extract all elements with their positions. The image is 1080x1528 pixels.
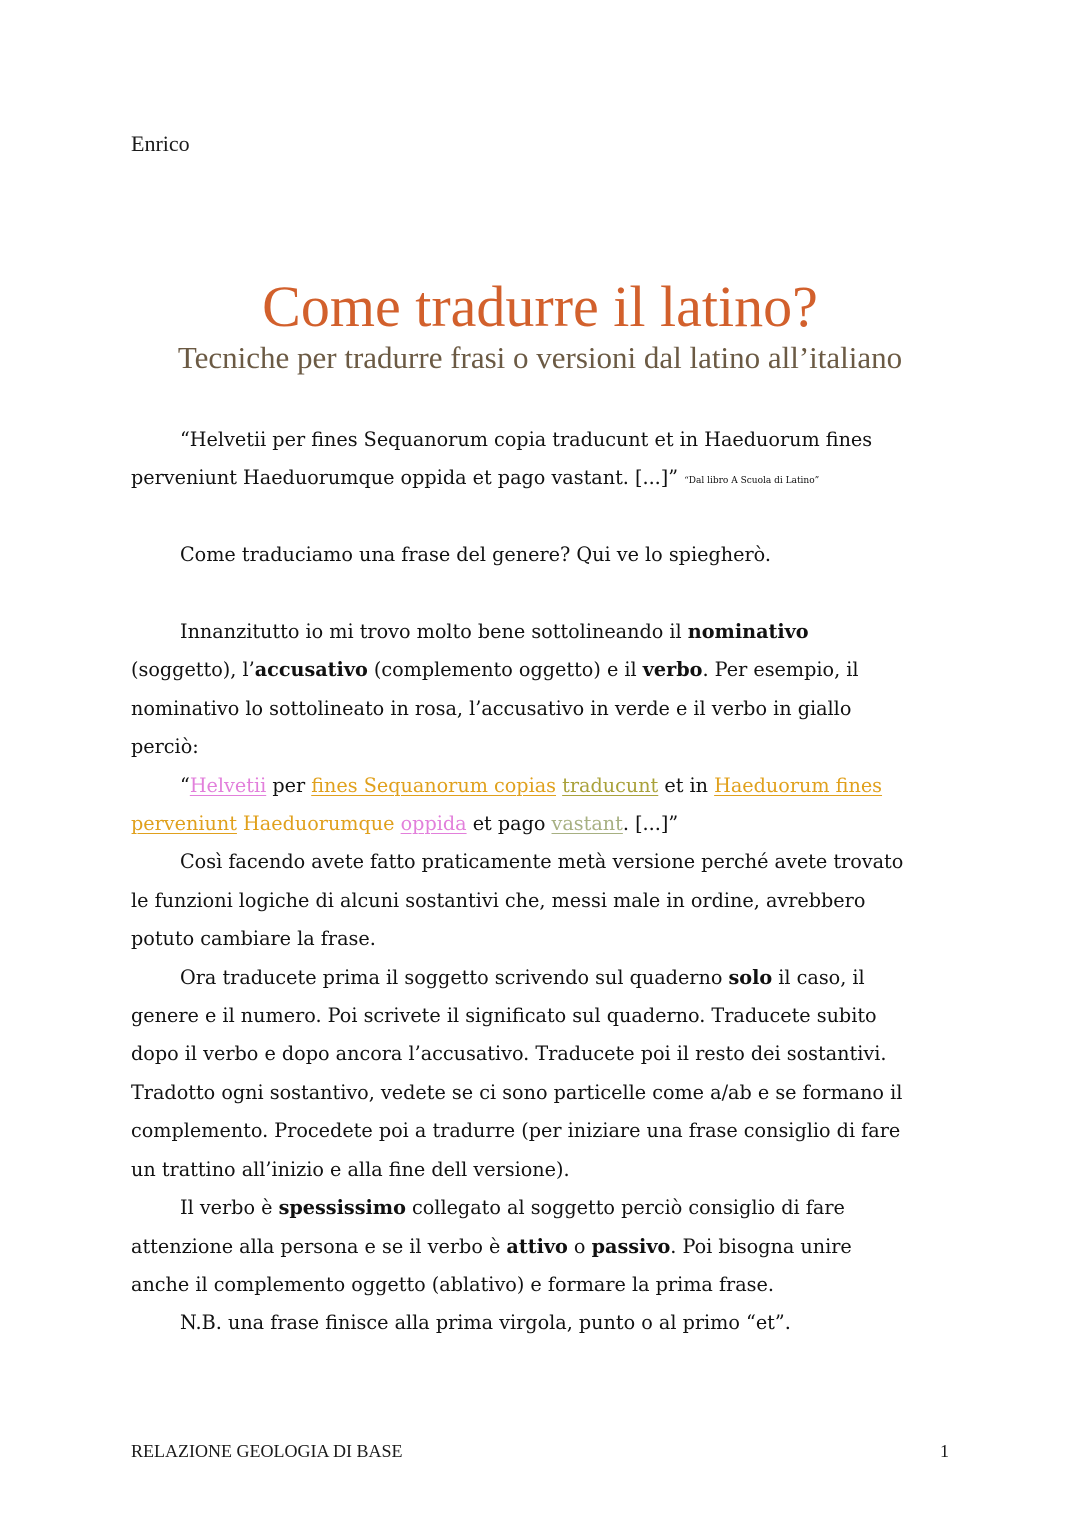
- text-run: per: [266, 773, 312, 797]
- highlighted-word: oppida: [400, 812, 467, 836]
- bold-verbo: verbo: [642, 658, 703, 682]
- text-run: . [...]”: [622, 812, 679, 836]
- para3-line-1: [131, 959, 949, 997]
- para2-line-2: le funzioni logiche di alcuni sostantivi che, messi male in ordine, avrebbero: [131, 888, 866, 912]
- text-run: o: [567, 1234, 592, 1258]
- para3-line-3: dopo il verbo e dopo ancora l’accusativo. Traducete poi il resto dei sostantivi.: [131, 1042, 887, 1066]
- bold-spessissimo: spessissimo: [278, 1196, 406, 1220]
- text-run: . Poi bisogna unire: [670, 1234, 852, 1258]
- verb-word: perveniunt: [131, 812, 237, 836]
- text-run: (complemento oggetto) e il: [367, 658, 643, 682]
- nominative-word: Helvetii: [189, 773, 267, 797]
- footer-title: RELAZIONE GEOLOGIA DI BASE: [131, 1441, 403, 1461]
- para3-line-4: Tradotto ogni sostantivo, vedete se ci sono particelle come a/ab e se formano il: [131, 1080, 903, 1104]
- highlighted-phrase: fines Sequanorum copias: [311, 773, 557, 797]
- text-run: Innanzitutto io mi trovo molto bene sottolineando il: [180, 620, 688, 643]
- body-text: [131, 613, 949, 1343]
- text-run: (soggetto), l’: [131, 658, 255, 682]
- author-name: Enrico: [131, 131, 190, 156]
- para2-line-3: potuto cambiare la frase.: [131, 927, 376, 951]
- quote-line-2-text: perveniunt Haeduorumque oppida et pago vastant. [...]”: [131, 466, 679, 490]
- bold-solo: solo: [728, 965, 773, 989]
- quote-line-2: [131, 459, 949, 500]
- para4-line-2: [131, 1228, 949, 1266]
- para3-line-6: un trattino all’inizio e alla fine dell versione).: [131, 1157, 570, 1181]
- note-line: N.B. una frase finisce alla prima virgola, punto o al primo “et”.: [180, 1311, 791, 1335]
- colored-quote-line-1: [131, 767, 949, 805]
- quote-line-1: “Helvetii per fines Sequanorum copia traducunt et in Haeduorum fines: [180, 428, 873, 451]
- page-subtitle: Tecniche per tradurre frasi o versioni dal latino all’italiano: [177, 340, 903, 375]
- text-run: Ora traducete prima il soggetto scrivendo sul quaderno: [180, 965, 729, 989]
- para4-line-3: anche il complemento oggetto (ablativo) e formare la prima frase.: [131, 1272, 774, 1296]
- text-run: Il verbo è: [180, 1196, 279, 1220]
- highlighted-phrase: Haeduorumque: [243, 812, 395, 836]
- para4-line-1: [131, 1189, 949, 1227]
- highlighted-phrase: Haeduorum fines: [714, 773, 883, 797]
- para2-line-1: Così facendo avete fatto praticamente metà versione perché avete trovato: [180, 850, 904, 874]
- text-run: et in: [658, 773, 715, 797]
- para1-line-4: perciò:: [131, 735, 199, 759]
- bold-passivo: passivo: [591, 1234, 671, 1258]
- verb-word: traducunt: [562, 773, 659, 797]
- bold-accusativo: accusativo: [254, 658, 368, 682]
- quote-source: “Dal libro A Scuola di Latino”: [684, 476, 820, 487]
- bold-nominativo: nominativo: [687, 620, 809, 643]
- latin-quote: [131, 421, 949, 501]
- para1-line-1: [131, 613, 949, 651]
- intro-paragraph: [131, 536, 949, 574]
- page-number: 1: [940, 1441, 949, 1461]
- quote-mark: “: [180, 773, 190, 797]
- text-run: et pago: [466, 812, 552, 836]
- intro-line: Come traduciamo una frase del genere? Qui ve lo spiegherò.: [180, 543, 771, 566]
- para3-line-2: genere e il numero. Poi scrivete il significato sul quaderno. Traducete subito: [131, 1004, 877, 1028]
- para3-line-5: complemento. Procedete poi a tradurre (per iniziare una frase consiglio di fare: [131, 1119, 901, 1143]
- text-run: il caso, il: [772, 965, 865, 989]
- text-run: collegato al soggetto perciò consiglio di fare: [405, 1196, 845, 1220]
- text-run: attenzione alla persona e se il verbo è: [131, 1234, 507, 1258]
- page-title: Come tradurre il latino?: [262, 274, 818, 339]
- bold-attivo: attivo: [506, 1234, 568, 1258]
- text-run: . Per esempio, il: [702, 658, 859, 682]
- para1-line-3: nominativo lo sottolineato in rosa, l’accusativo in verde e il verbo in giallo: [131, 696, 852, 720]
- verb-word: vastant: [551, 812, 623, 836]
- para1-line-2: [131, 651, 949, 689]
- colored-quote-line-2: [131, 805, 949, 843]
